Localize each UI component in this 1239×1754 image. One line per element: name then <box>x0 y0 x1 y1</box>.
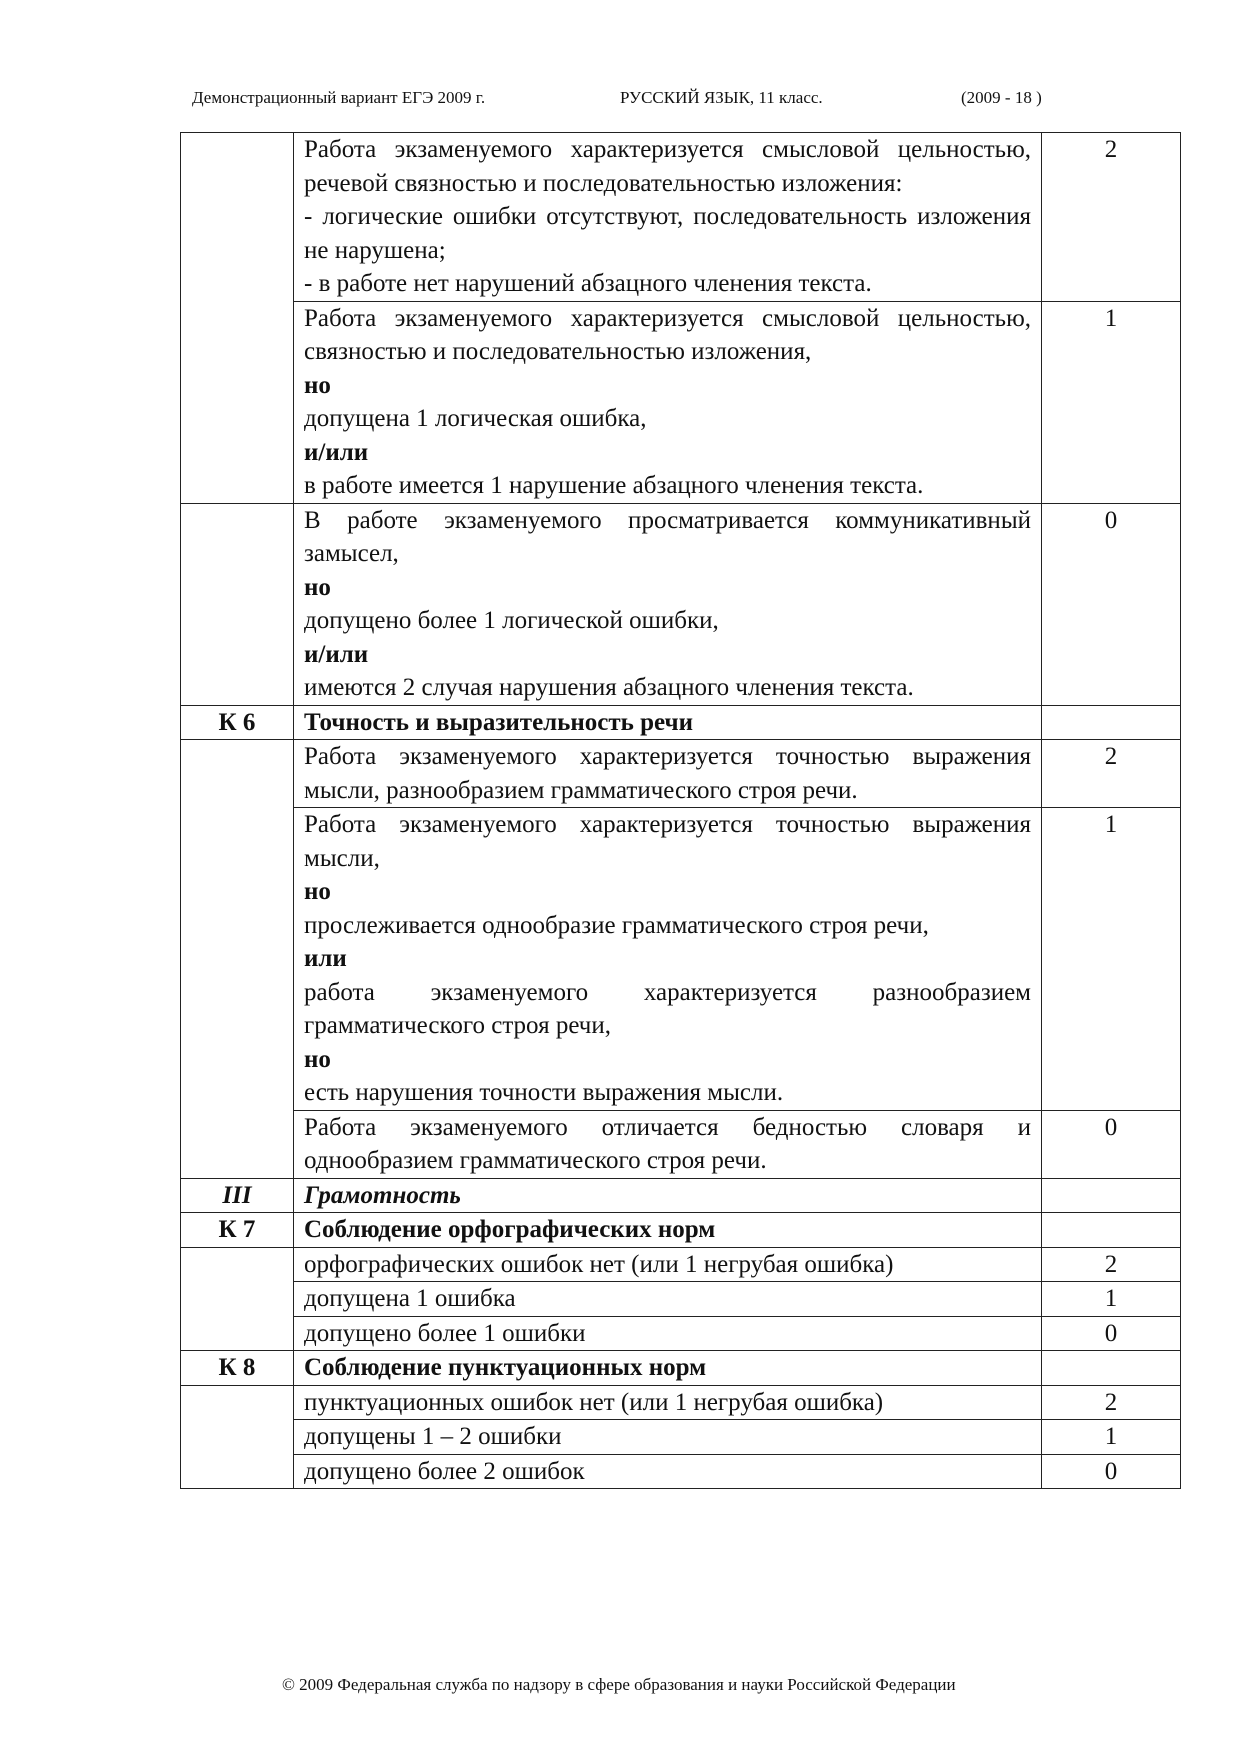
table-row <box>181 1110 1181 1178</box>
criterion-code: К 7 <box>181 1213 294 1248</box>
score-cell <box>1042 1213 1181 1248</box>
criterion-text: Работа экзаменуемого характеризуется точностью выражения мысли, разнообразием грамматического строя речи. <box>294 740 1042 808</box>
criterion-text: допущено более 2 ошибок <box>294 1454 1042 1489</box>
criterion-code: К 8 <box>181 1351 294 1386</box>
connector-or: или <box>304 945 347 972</box>
criterion-item: допущено более 1 логической ошибки, <box>304 607 719 634</box>
criterion-text <box>294 503 1042 705</box>
criterion-item: работа экзаменуемого характеризуется разнообразием грамматического строя речи, <box>304 978 1031 1039</box>
criterion-code: К 6 <box>181 705 294 740</box>
criterion-title: Соблюдение пунктуационных норм <box>294 1351 1042 1386</box>
criterion-text <box>294 808 1042 1111</box>
score-cell: 0 <box>1042 1454 1181 1489</box>
connector-and-or: и/или <box>304 438 369 466</box>
criterion-title: Соблюдение орфографических норм <box>294 1213 1042 1248</box>
criterion-text <box>294 301 1042 503</box>
score-cell: 2 <box>1042 1385 1181 1420</box>
connector-and-or: и/или <box>304 640 369 668</box>
section-code: III <box>181 1178 294 1213</box>
table-row <box>181 133 1181 302</box>
criterion-text: допущены 1 – 2 ошибки <box>294 1420 1042 1455</box>
table-row <box>181 1420 1181 1455</box>
criterion-intro: Работа экзаменуемого характеризуется точностью выражения мысли, <box>304 811 1031 872</box>
score-cell: 0 <box>1042 1316 1181 1351</box>
criterion-title: Точность и выразительность речи <box>294 705 1042 740</box>
criterion-item: прослеживается однообразие грамматического строя речи, <box>304 911 929 939</box>
table-row <box>181 503 1181 705</box>
score-cell: 0 <box>1042 503 1181 705</box>
section-title: Грамотность <box>294 1178 1042 1213</box>
criterion-text <box>294 133 1042 302</box>
score-cell: 1 <box>1042 301 1181 503</box>
score-cell: 1 <box>1042 1282 1181 1317</box>
criterion-text: допущена 1 ошибка <box>294 1282 1042 1317</box>
code-cell <box>181 740 294 1179</box>
table-row-section-iii <box>181 1178 1181 1213</box>
connector-but: но <box>304 573 331 601</box>
criterion-text: пунктуационных ошибок нет (или 1 негрубая ошибка) <box>294 1385 1042 1420</box>
criterion-intro: В работе экзаменуемого просматривается коммуникативный замысел, <box>304 506 1031 567</box>
table-row-k8 <box>181 1351 1181 1386</box>
code-cell <box>181 503 294 705</box>
criterion-intro: Работа экзаменуемого характеризуется смысловой цельностью, связностью и последовательностью изложения, <box>304 304 1031 365</box>
table-row <box>181 301 1181 503</box>
criterion-text: орфографических ошибок нет (или 1 негрубая ошибка) <box>294 1247 1042 1282</box>
score-cell <box>1042 705 1181 740</box>
page-footer: © 2009 Федеральная служба по надзору в сфере образования и науки Российской Федерации <box>282 1675 956 1694</box>
criterion-intro: Работа экзаменуемого характеризуется смысловой цельностью, речевой связностью и последовательностью изложения: <box>304 136 1031 197</box>
table-row <box>181 808 1181 1111</box>
table-row-k6 <box>181 705 1181 740</box>
criterion-item: есть нарушения точности выражения мысли. <box>304 1079 784 1106</box>
table-row <box>181 1282 1181 1317</box>
criterion-item: имеются 2 случая нарушения абзацного членения текста. <box>304 674 914 701</box>
score-cell: 1 <box>1042 1420 1181 1455</box>
code-cell <box>181 1385 294 1489</box>
header-subject: РУССКИЙ ЯЗЫК, 11 класс. <box>620 88 823 107</box>
table-row <box>181 1247 1181 1282</box>
criterion-item: в работе имеется 1 нарушение абзацного членения текста. <box>304 472 924 499</box>
code-cell <box>181 1247 294 1351</box>
table-row <box>181 1316 1181 1351</box>
page-header <box>192 88 1072 114</box>
table-row <box>181 1454 1181 1489</box>
table-row-k7 <box>181 1213 1181 1248</box>
criterion-text: допущено более 1 ошибки <box>294 1316 1042 1351</box>
score-cell: 0 <box>1042 1110 1181 1178</box>
score-cell <box>1042 1351 1181 1386</box>
criteria-table <box>180 132 1181 1489</box>
connector-but: но <box>304 1045 331 1073</box>
table-row <box>181 1385 1181 1420</box>
table-row <box>181 740 1181 808</box>
connector-but: но <box>304 371 331 399</box>
score-cell: 2 <box>1042 740 1181 808</box>
score-cell <box>1042 1178 1181 1213</box>
score-cell: 2 <box>1042 133 1181 302</box>
code-cell <box>181 133 294 504</box>
criterion-item: - логические ошибки отсутствуют, последовательность изложения не нарушена; <box>304 203 1031 264</box>
score-cell: 2 <box>1042 1247 1181 1282</box>
criterion-item: допущена 1 логическая ошибка, <box>304 405 647 432</box>
header-exam-title: Демонстрационный вариант ЕГЭ 2009 г. <box>192 88 486 107</box>
connector-but: но <box>304 878 331 905</box>
criterion-item: - в работе нет нарушений абзацного членения текста. <box>304 270 872 297</box>
header-page-number: (2009 - 18 ) <box>961 88 1042 107</box>
criterion-text: Работа экзаменуемого отличается бедностью словаря и однообразием грамматического строя речи. <box>294 1110 1042 1178</box>
score-cell: 1 <box>1042 808 1181 1111</box>
